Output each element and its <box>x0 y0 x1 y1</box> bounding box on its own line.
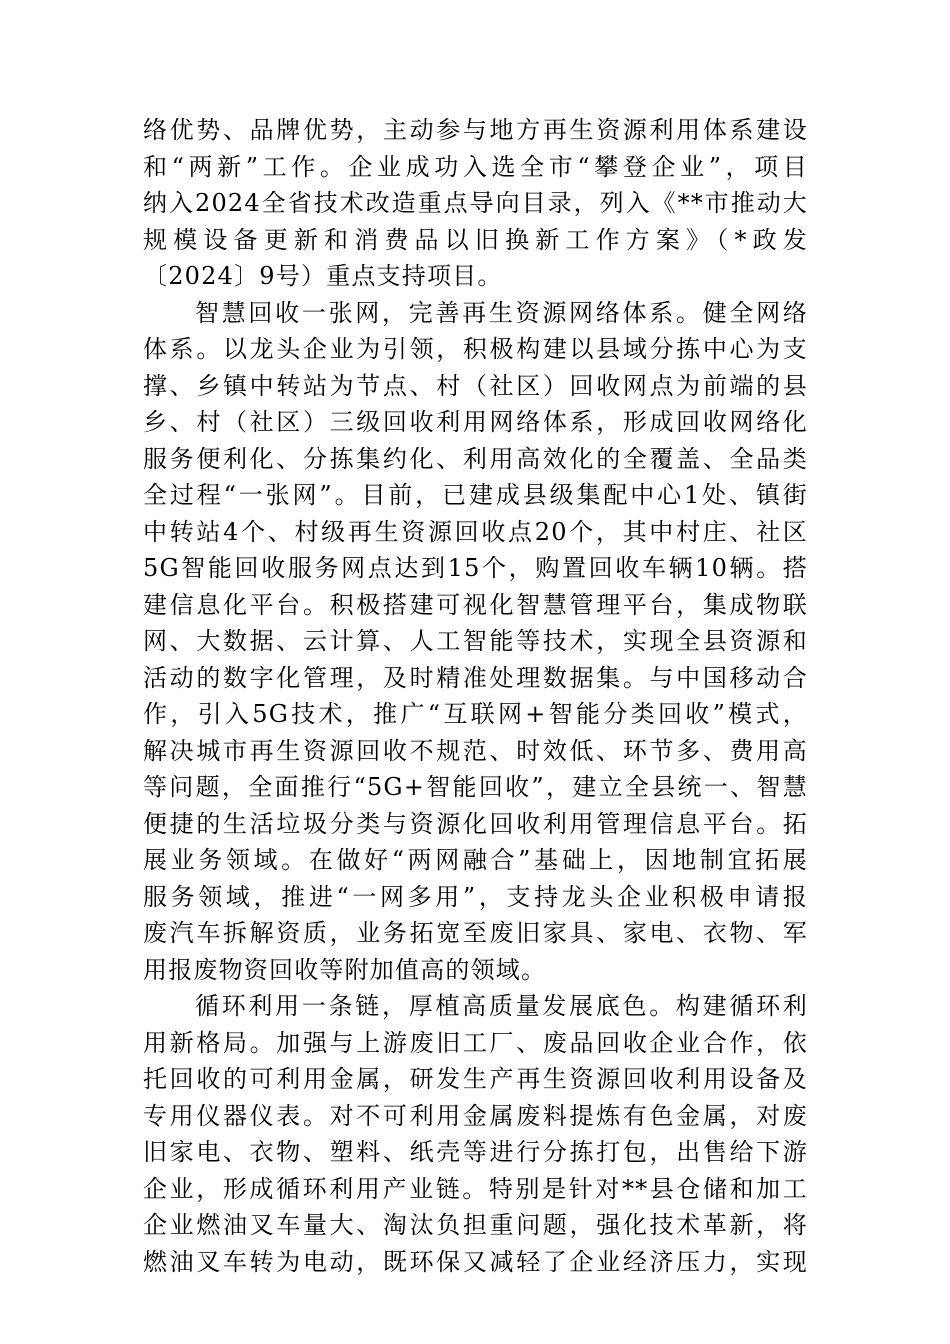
text-line: 规模设备更新和消费品以旧换新工作方案》（*政发 <box>143 225 808 254</box>
text-line: 解决城市再生资源回收不规范、时效低、环节多、费用高 <box>143 736 808 765</box>
text-line: 纳入2024全省技术改造重点导向目录，列入《**市推动大 <box>143 189 808 217</box>
text-line: 〔2024〕9号）重点支持项目。 <box>143 262 503 290</box>
text-line: 撑、乡镇中转站为节点、村（社区）回收网点为前端的县 <box>143 371 808 400</box>
text-line: 展业务领域。在做好“两网融合”基础上，因地制宜拓展 <box>143 846 808 874</box>
text-line: 用新格局。加强与上游废旧工厂、废品回收企业合作，依 <box>143 1028 808 1057</box>
text-line: 活动的数字化管理，及时精准处理数据集。与中国移动合 <box>143 663 808 692</box>
text-line: 服务便利化、分拣集约化、利用高效化的全覆盖、全品类 <box>143 444 808 473</box>
text-line: 乡、村（社区）三级回收利用网络体系，形成回收网络化 <box>143 408 808 436</box>
body-text <box>143 112 808 1280</box>
text-line: 便捷的生活垃圾分类与资源化回收利用管理信息平台。拓 <box>143 809 808 838</box>
text-line: 托回收的可利用金属，研发生产再生资源回收利用设备及 <box>143 1065 808 1093</box>
text-line: 废汽车拆解资质，业务拓宽至废旧家具、家电、衣物、军 <box>143 919 808 947</box>
text-line: 中转站4个、村级再生资源回收点20个，其中村庄、社区 <box>143 517 808 546</box>
text-line: 旧家电、衣物、塑料、纸壳等进行分拣打包，出售给下游 <box>143 1138 808 1166</box>
text-line: 用报废物资回收等附加值高的领域。 <box>143 955 547 984</box>
text-line: 企业燃油叉车量大、淘汰负担重问题，强化技术革新，将 <box>143 1211 808 1239</box>
text-line: 专用仪器仪表。对不可利用金属废料提炼有色金属，对废 <box>143 1101 808 1130</box>
text-line: 企业，形成循环利用产业链。特别是针对**县仓储和加工 <box>143 1174 808 1203</box>
text-line: 5G智能回收服务网点达到15个，购置回收车辆10辆。搭 <box>143 554 808 582</box>
paragraph-first-line: 智慧回收一张网，完善再生资源网络体系。健全网络 <box>195 298 808 327</box>
text-line: 服务领域，推进“一网多用”，支持龙头企业积极申请报 <box>143 882 808 911</box>
text-line: 络优势、品牌优势，主动参与地方再生资源利用体系建设 <box>143 116 808 144</box>
paragraph-first-line: 循环利用一条链，厚植高质量发展底色。构建循环利 <box>195 992 808 1020</box>
text-line: 体系。以龙头企业为引领，积极构建以县域分拣中心为支 <box>143 335 808 363</box>
text-line: 燃油叉车转为电动，既环保又减轻了企业经济压力，实现 <box>143 1247 808 1276</box>
text-line: 和“两新”工作。企业成功入选全市“攀登企业”，项目 <box>143 152 808 181</box>
text-line: 等问题，全面推行“5G+智能回收”，建立全县统一、智慧 <box>143 773 808 801</box>
text-line: 全过程“一张网”。目前，已建成县级集配中心1处、镇街 <box>143 481 808 509</box>
text-line: 作，引入5G技术，推广“互联网+智能分类回收”模式， <box>143 700 808 728</box>
text-line: 网、大数据、云计算、人工智能等技术，实现全县资源和 <box>143 627 808 655</box>
text-line: 建信息化平台。积极搭建可视化智慧管理平台，集成物联 <box>143 590 808 619</box>
